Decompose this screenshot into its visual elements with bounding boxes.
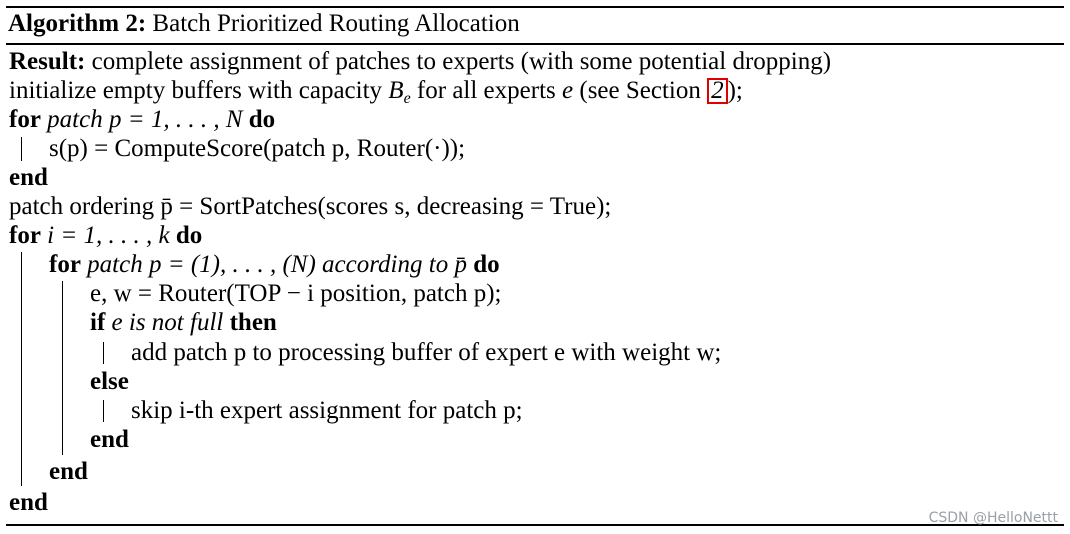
for-keyword: for xyxy=(9,222,41,249)
section-reference-link[interactable]: 2 xyxy=(707,78,728,104)
init-text-d: ); xyxy=(727,77,743,104)
csdn-watermark: CSDN @HelloNettt xyxy=(928,510,1058,526)
sort-patches-line: patch ordering p̄ = SortPatches(scores s, decreasing = True); xyxy=(9,193,612,220)
caption-rule xyxy=(6,43,1064,45)
init-capacity-subscript: e xyxy=(403,90,411,107)
for-keyword: for xyxy=(9,106,41,133)
for-patch-sorted-line xyxy=(49,250,500,279)
for-i-line xyxy=(9,221,202,250)
router-line: e, w = Router(TOP − i position, patch p); xyxy=(90,280,502,307)
block-bar-for1 xyxy=(21,137,22,161)
do-keyword: do xyxy=(175,222,203,249)
end-if: end xyxy=(90,426,129,453)
init-text-a: initialize empty buffers with capacity xyxy=(9,77,389,104)
for-patch-sorted-range: patch p = (1), . . . , (N) according to p̄ xyxy=(80,251,474,278)
result-line xyxy=(9,47,831,76)
end-for3: end xyxy=(49,458,88,485)
init-text-c: (see Section xyxy=(573,77,708,104)
block-bar-for3 xyxy=(62,281,63,455)
algorithm-label: Algorithm 2: xyxy=(8,10,147,37)
else-keyword: else xyxy=(90,368,129,395)
init-capacity-symbol: B xyxy=(388,77,404,104)
init-expert-symbol: e xyxy=(562,77,574,104)
do-keyword: do xyxy=(473,251,500,278)
result-text: complete assignment of patches to experts (with some potential dropping) xyxy=(91,48,832,75)
block-bar-then xyxy=(103,342,104,364)
algorithm-caption xyxy=(8,7,520,41)
if-line xyxy=(90,308,277,337)
if-keyword: if xyxy=(90,309,106,336)
block-bar-for2 xyxy=(21,252,22,486)
for-i-range: i = 1, . . . , k xyxy=(40,222,176,249)
do-keyword: do xyxy=(248,106,276,133)
init-line xyxy=(9,76,743,108)
block-bar-else xyxy=(103,400,104,422)
for-patch-line xyxy=(9,105,275,134)
end-for1: end xyxy=(9,164,48,191)
result-keyword: Result: xyxy=(9,48,86,75)
for-patch-range: patch p = 1, . . . , N xyxy=(40,106,249,133)
compute-score-line: s(p) = ComputeScore(patch p, Router(·)); xyxy=(49,135,466,162)
end-for2: end xyxy=(9,489,48,516)
skip-assignment-line: skip i-th expert assignment for patch p; xyxy=(131,397,523,424)
init-text-b: for all experts xyxy=(410,77,563,104)
for-keyword: for xyxy=(49,251,81,278)
if-condition: e is not full xyxy=(105,309,230,336)
algorithm-title: Batch Prioritized Routing Allocation xyxy=(152,10,520,37)
add-patch-line: add patch p to processing buffer of expert e with weight w; xyxy=(131,339,722,366)
bottom-rule xyxy=(6,524,1064,526)
then-keyword: then xyxy=(229,309,277,336)
